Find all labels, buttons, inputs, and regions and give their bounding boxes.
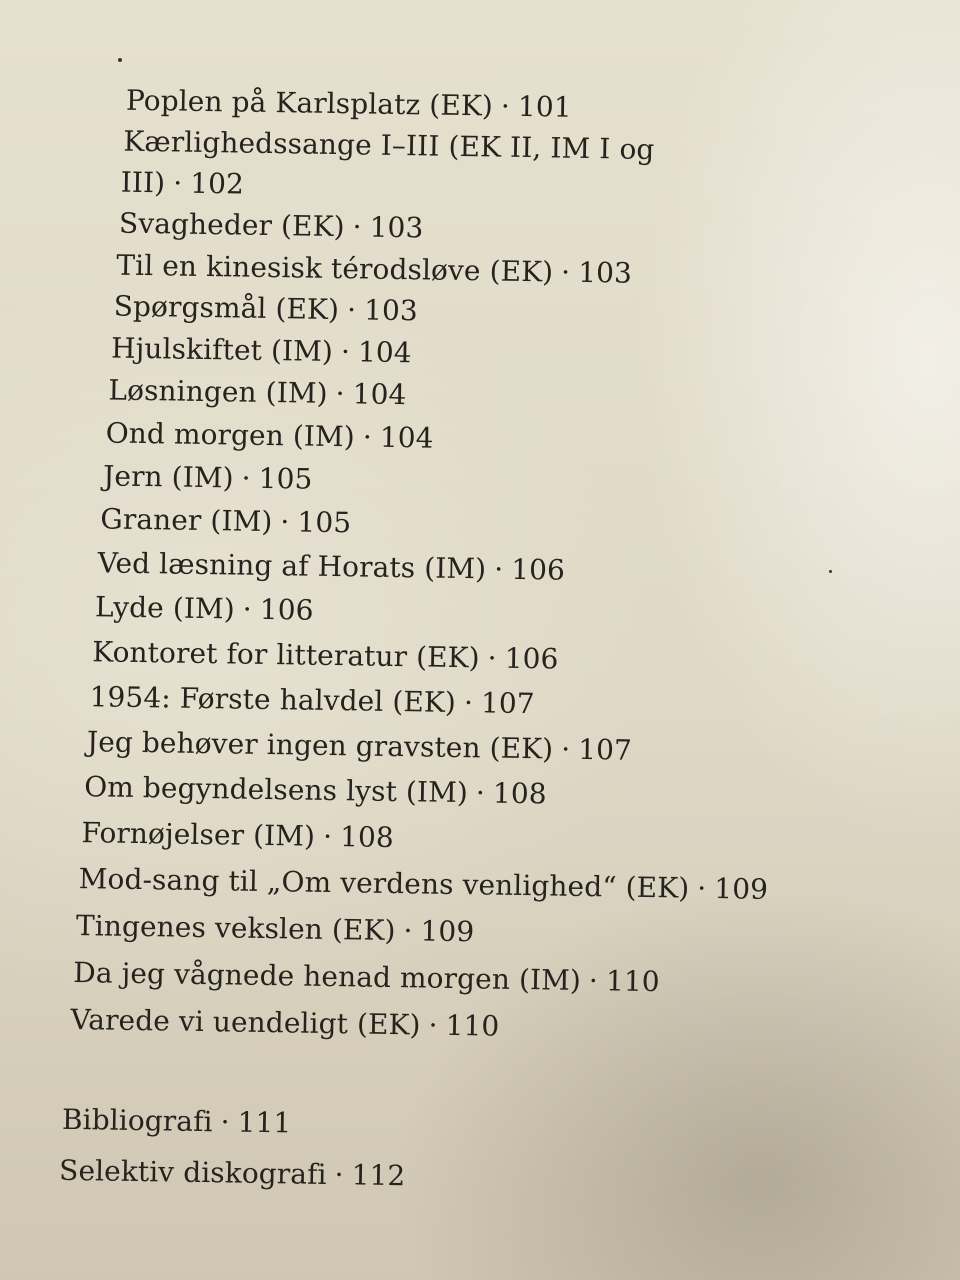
toc-entry-title: Tingenes vekslen (EK): [75, 909, 396, 948]
toc-page-number: 110: [445, 1008, 500, 1043]
toc-entry: [108, 372, 407, 413]
toc-page-number: 103: [363, 293, 419, 328]
toc-separator: ·: [463, 686, 474, 720]
toc-entry-title: 1954: Første halvdel (EK): [89, 680, 457, 719]
toc-separator: ·: [172, 166, 183, 200]
toc-page-number: 105: [258, 461, 313, 496]
toc-page-number: 108: [492, 776, 547, 811]
toc-entry-title: Jeg behøver ingen gravsten (EK): [86, 725, 554, 766]
toc-separator: ·: [322, 819, 333, 854]
toc-entry-title: Poplen på Karlsplatz (EK): [125, 83, 494, 123]
toc-entry-title: Graner (IM): [100, 502, 273, 539]
toc-entry: [92, 634, 559, 677]
toc-page-number: 112: [351, 1158, 406, 1193]
toc-entry: [123, 124, 655, 168]
toc-separator: ·: [346, 293, 357, 327]
toc-entry-title: Spørgsmål (EK): [113, 289, 340, 327]
toc-entry: [119, 206, 424, 247]
toc-separator: ·: [220, 1105, 230, 1139]
toc-page-number: 101: [517, 89, 572, 124]
toc-page-number: 107: [577, 732, 633, 767]
toc-separator: ·: [242, 592, 253, 626]
toc-entry: [100, 501, 351, 541]
toc-entry: [70, 1002, 499, 1045]
toc-separator: ·: [560, 255, 571, 289]
toc-separator: ·: [493, 552, 504, 586]
toc-entry: [111, 331, 412, 372]
toc-entry: [103, 458, 313, 497]
toc-entry-title: III): [120, 165, 166, 200]
toc-back-matter-entry: [62, 1102, 292, 1142]
toc-separator: ·: [500, 89, 511, 123]
toc-separator: ·: [280, 505, 290, 539]
toc-entry: [76, 908, 475, 950]
toc-entry-title: Om begyndelsens lyst (IM): [83, 770, 469, 810]
toc-separator: ·: [588, 964, 599, 998]
toc-entry-title: Kærlighedssange I–III (EK II, IM I og: [123, 124, 655, 167]
toc-separator: ·: [352, 210, 362, 244]
toc-entry-title: Ved læsning af Horats (IM): [97, 546, 487, 586]
toc-entry: [95, 589, 314, 628]
toc-back-matter-entry: [59, 1153, 406, 1194]
toc-page-number: 103: [369, 210, 424, 245]
toc-entry: [113, 289, 418, 330]
toc-entry: [120, 165, 244, 203]
paper-speck: [829, 570, 832, 573]
toc-separator: ·: [334, 1158, 344, 1192]
toc-entry-title: Lyde (IM): [94, 590, 236, 626]
toc-page-number: 104: [379, 420, 434, 455]
toc-separator: ·: [697, 871, 707, 905]
toc-page-number: 104: [352, 377, 407, 412]
paper-speck: [118, 58, 122, 62]
toc-entry-title: Svagheder (EK): [118, 206, 345, 244]
toc-entry: [87, 724, 633, 769]
toc-entry: [105, 415, 433, 456]
toc-entry-title: Kontoret for litteratur (EK): [92, 635, 480, 675]
toc-entry-title: Bibliografi: [61, 1102, 213, 1139]
toc-page-number: 106: [510, 552, 566, 587]
toc-separator: ·: [362, 420, 373, 454]
toc-separator: ·: [428, 1008, 438, 1042]
toc-entry-title: Da jeg vågnede henad morgen (IM): [73, 956, 582, 997]
toc-entry-title: Jern (IM): [102, 459, 234, 495]
toc-page-number: 103: [577, 255, 633, 290]
toc-entry-title: Hjulskiftet (IM): [110, 331, 334, 369]
toc-entry: [126, 83, 572, 126]
toc-entry-title: Til en kinesisk térodsløve (EK): [116, 248, 554, 289]
toc-separator: ·: [335, 377, 345, 411]
toc-page-number: 106: [259, 592, 314, 627]
toc-page-number: 106: [504, 641, 559, 676]
toc-page-number: 109: [420, 914, 475, 949]
toc-separator: ·: [241, 461, 251, 495]
toc-entry: [81, 815, 394, 856]
toc-entry: [89, 679, 535, 722]
toc-entry: [78, 861, 768, 908]
toc-page-number: 111: [237, 1105, 292, 1140]
toc-page-number: 107: [480, 686, 535, 721]
toc-page-number: 102: [189, 166, 245, 201]
toc-entry-title: Fornøjelser (IM): [81, 816, 316, 853]
toc-entry-title: Varede vi uendeligt (EK): [70, 1002, 421, 1042]
toc-separator: ·: [475, 776, 486, 810]
toc-page-number: 110: [605, 964, 660, 999]
toc-entry: [84, 769, 547, 812]
toc-entry-title: Ond morgen (IM): [105, 416, 356, 454]
toc-separator: ·: [560, 732, 571, 766]
toc-entry: [73, 955, 660, 1000]
toc-separator: ·: [487, 641, 497, 675]
toc-separator: ·: [340, 335, 351, 369]
toc-page-number: 105: [297, 505, 352, 540]
toc-page-number: 108: [339, 820, 395, 855]
toc-entry-title: Løsningen (IM): [108, 373, 328, 410]
toc-entry: [116, 248, 632, 292]
toc-entry: [97, 545, 565, 588]
toc-separator: ·: [403, 914, 413, 948]
toc-page-number: 104: [357, 335, 413, 370]
toc-page-number: 109: [714, 872, 769, 906]
toc-entry-title: Selektiv diskografi: [58, 1153, 327, 1192]
toc-entry-title: Mod-sang til „Om verdens venlighed“ (EK): [78, 862, 690, 905]
